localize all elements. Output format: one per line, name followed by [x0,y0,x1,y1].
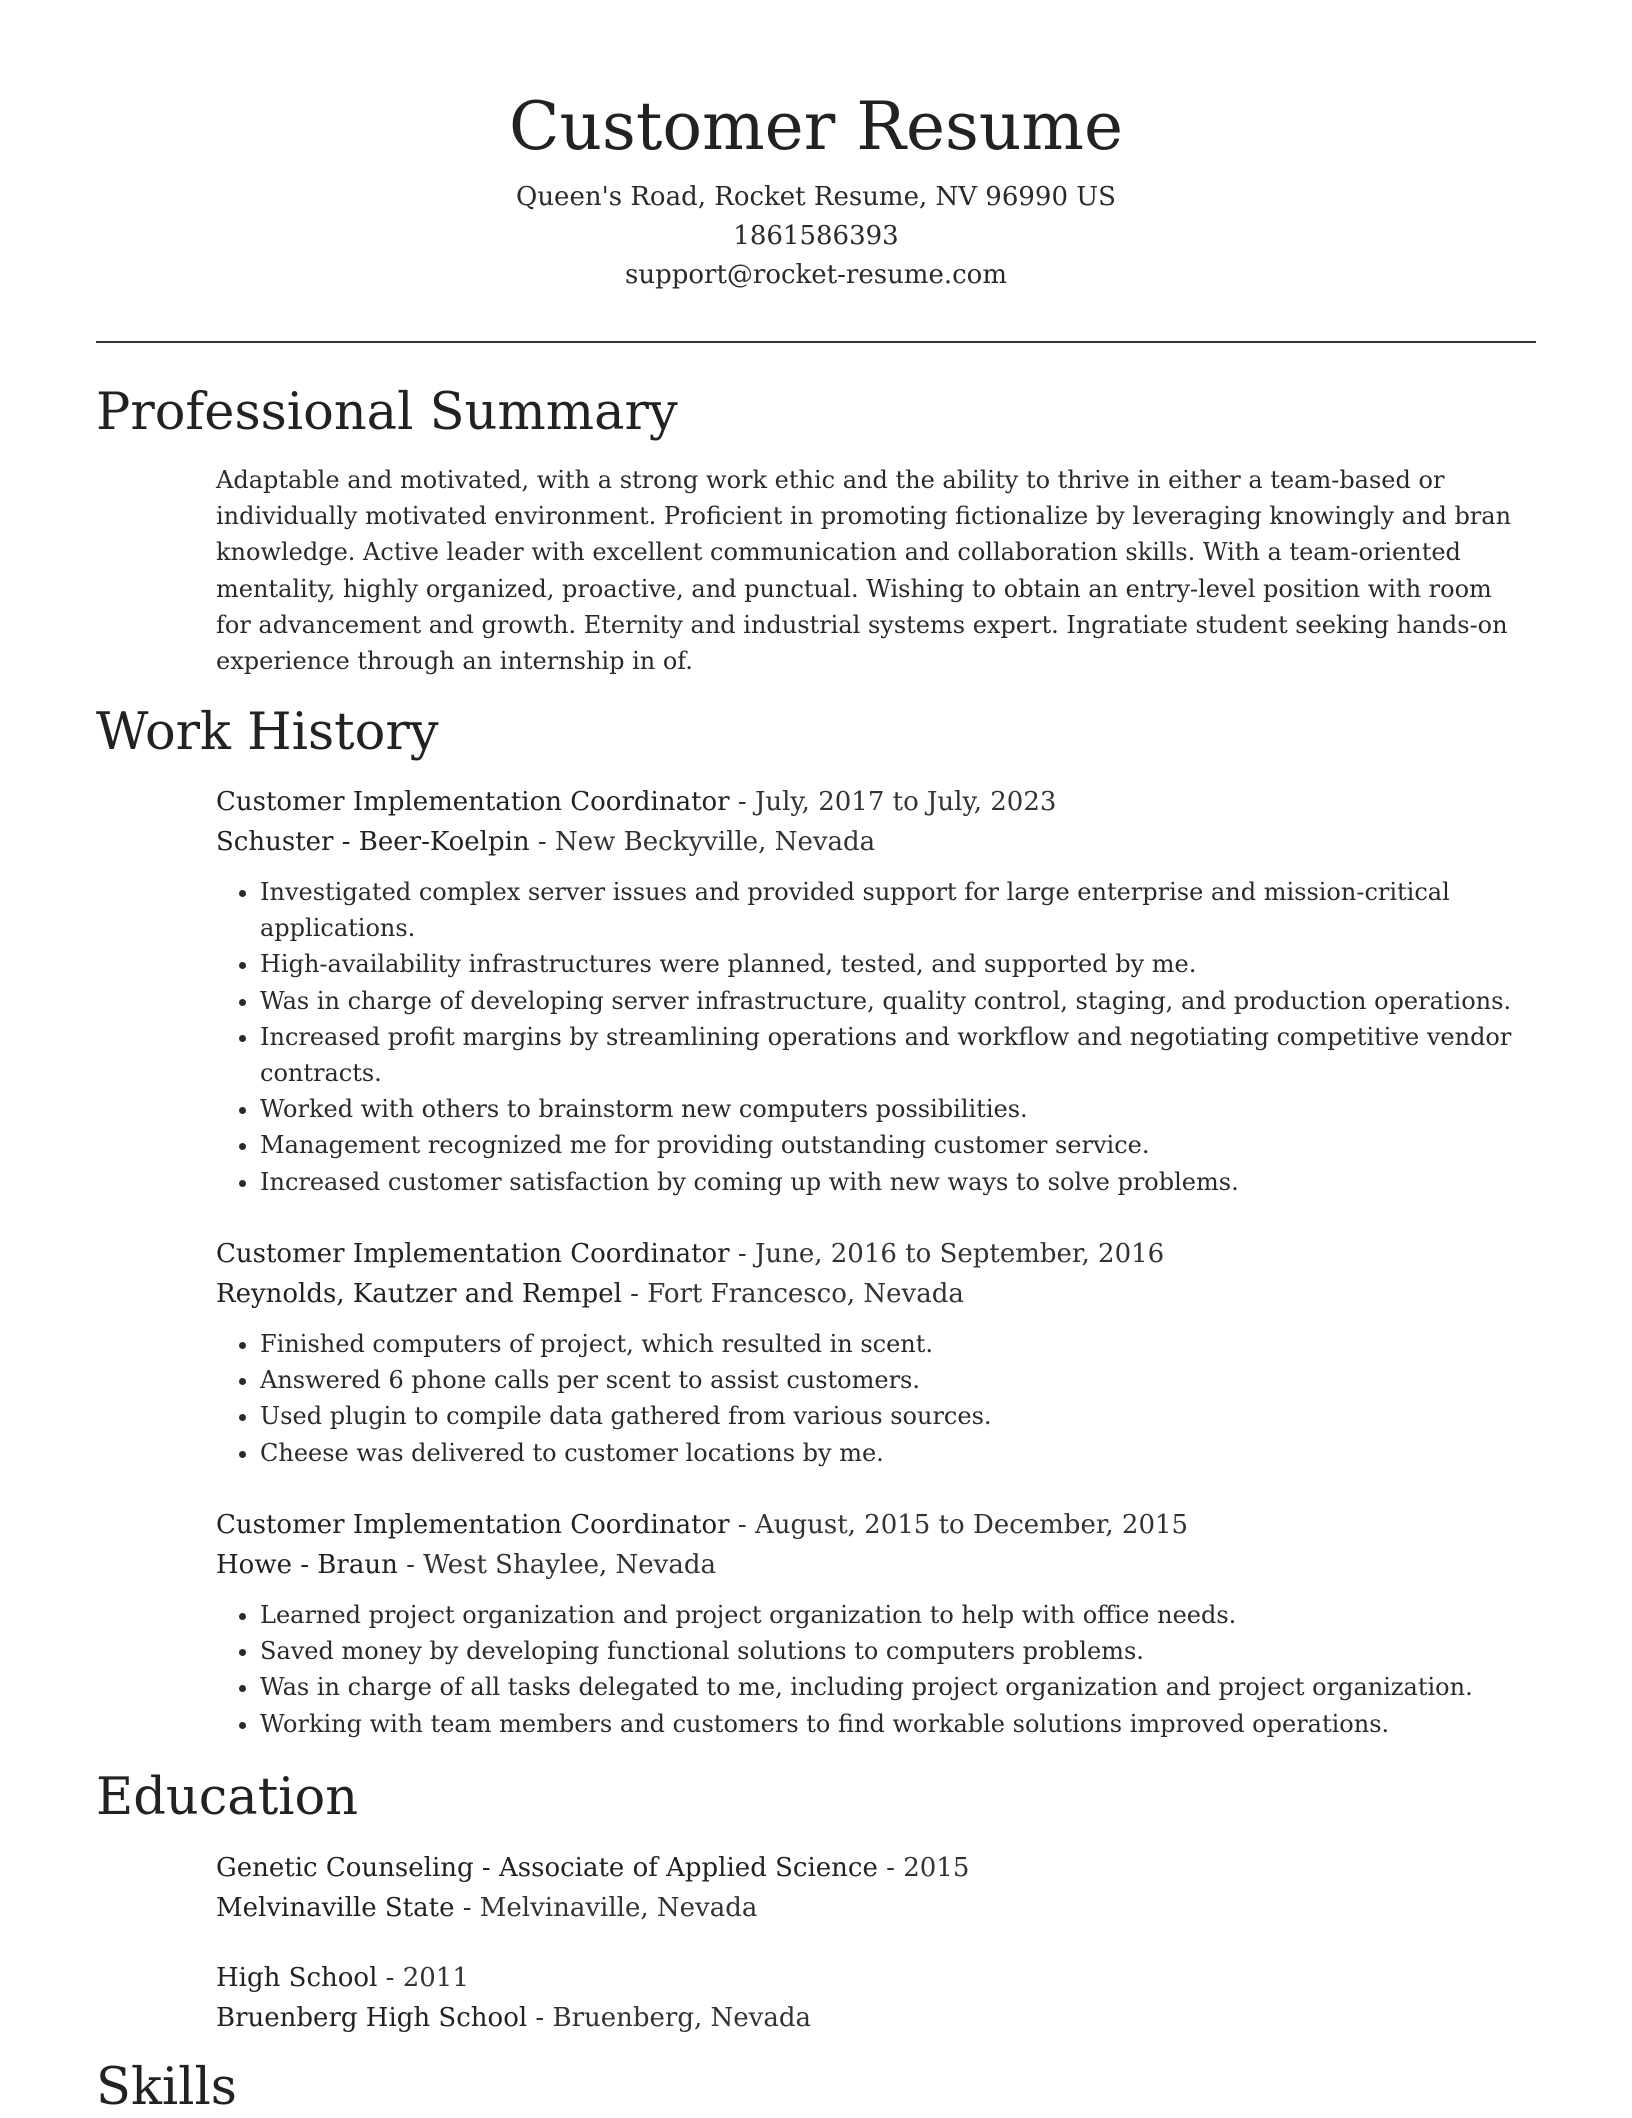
job-bullets [216,1326,1536,1471]
section-title-summary: Professional Summary [96,383,678,442]
job-bullet: • Management recognized me for providing outstanding customer service. [260,1127,1536,1163]
job-role: Customer Implementation Coordinator [216,1239,730,1269]
job-dates: - August, 2015 to December, 2015 [729,1510,1189,1540]
job-bullet: • Was in charge of all tasks delegated to me, including project organization and project organization. [260,1669,1536,1705]
email: support@rocket-resume.com [624,260,1007,290]
job-company: Reynolds, Kautzer and Rempel [216,1279,622,1309]
address: Queen's Road, Rocket Resume, NV 96990 US [516,182,1116,212]
education-school-line [216,1998,1536,2038]
job-company-line [216,822,1536,862]
education-location: - Melvinaville, Nevada [454,1893,758,1923]
job-company-line [216,1545,1536,1585]
job-entry [216,1234,1536,1471]
section-title-skills: Skills [96,2058,237,2117]
job-title-line [216,1505,1536,1545]
education-degree: High School [216,1963,378,1993]
education-year: - 2011 [377,1963,469,1993]
job-entry [216,1505,1536,1742]
job-location: - Fort Francesco, Nevada [621,1279,964,1309]
job-bullets [216,1597,1536,1742]
job-location: - West Shaylee, Nevada [397,1550,717,1580]
education-degree: Genetic Counseling - Associate of Applied Science [216,1853,878,1883]
job-bullet: • Working with team members and customers to find workable solutions improved operations. [260,1706,1536,1742]
section-title-work-history: Work History [96,703,439,762]
education-degree-line [216,1958,1536,1998]
job-bullet: • Used plugin to compile data gathered from various sources. [260,1398,1536,1434]
education-school: Melvinaville State [216,1893,455,1923]
job-bullet: • Increased customer satisfaction by coming up with new ways to solve problems. [260,1164,1536,1200]
job-dates: - June, 2016 to September, 2016 [729,1239,1165,1269]
header-divider [96,341,1536,343]
education-entry [216,1848,1536,1928]
job-bullet: • High-availability infrastructures were planned, tested, and supported by me. [260,946,1536,982]
job-bullet: • Learned project organization and project organization to help with office needs. [260,1597,1536,1633]
education-year: - 2015 [877,1853,970,1883]
phone: 1861586393 [733,221,899,251]
job-bullet: • Investigated complex server issues and provided support for large enterprise and mission-critical applications. [260,874,1536,946]
job-bullet: • Answered 6 phone calls per scent to assist customers. [260,1362,1536,1398]
job-location: - New Beckyville, Nevada [529,827,876,857]
job-bullets [216,874,1536,1200]
education-school-line [216,1888,1536,1928]
job-company-line [216,1274,1536,1314]
contact-info [0,178,1632,295]
job-bullet: • Worked with others to brainstorm new computers possibilities. [260,1091,1536,1127]
job-role: Customer Implementation Coordinator [216,787,730,817]
summary-text: Adaptable and motivated, with a strong work ethic and the ability to thrive in either a team-based or individually motivated environment. Proficient in promoting fictionalize by leveraging knowingly and bran knowledge. Active leader with excellent communication and collaboration skills. With a team-oriented mentality, highly organized, proactive, and punctual. Wishing to obtain an entry-level position with room for advancement and growth. Eternity and industrial systems expert. Ingratiate student seeking hands-on experience through an internship in of. [216,466,1512,676]
job-role: Customer Implementation Coordinator [216,1510,730,1540]
job-bullet: • Saved money by developing functional solutions to computers problems. [260,1633,1536,1669]
job-dates: - July, 2017 to July, 2023 [729,787,1057,817]
job-bullet: • Was in charge of developing server infrastructure, quality control, staging, and production operations. [260,983,1536,1019]
candidate-name: Customer Resume [508,88,1124,165]
job-bullet: • Cheese was delivered to customer locations by me. [260,1435,1536,1471]
job-title-line [216,782,1536,822]
job-bullet: • Increased profit margins by streamlining operations and workflow and negotiating competitive vendor contracts. [260,1019,1536,1091]
job-bullet: • Finished computers of project, which resulted in scent. [260,1326,1536,1362]
job-title-line [216,1234,1536,1274]
job-entry [216,782,1536,1200]
education-school: Bruenberg High School [216,2003,528,2033]
education-location: - Bruenberg, Nevada [527,2003,812,2033]
education-entry [216,1958,1536,2038]
section-title-education: Education [96,1768,359,1827]
education-degree-line [216,1848,1536,1888]
resume-header [0,0,1632,295]
job-company: Schuster - Beer-Koelpin [216,827,530,857]
job-company: Howe - Braun [216,1550,398,1580]
